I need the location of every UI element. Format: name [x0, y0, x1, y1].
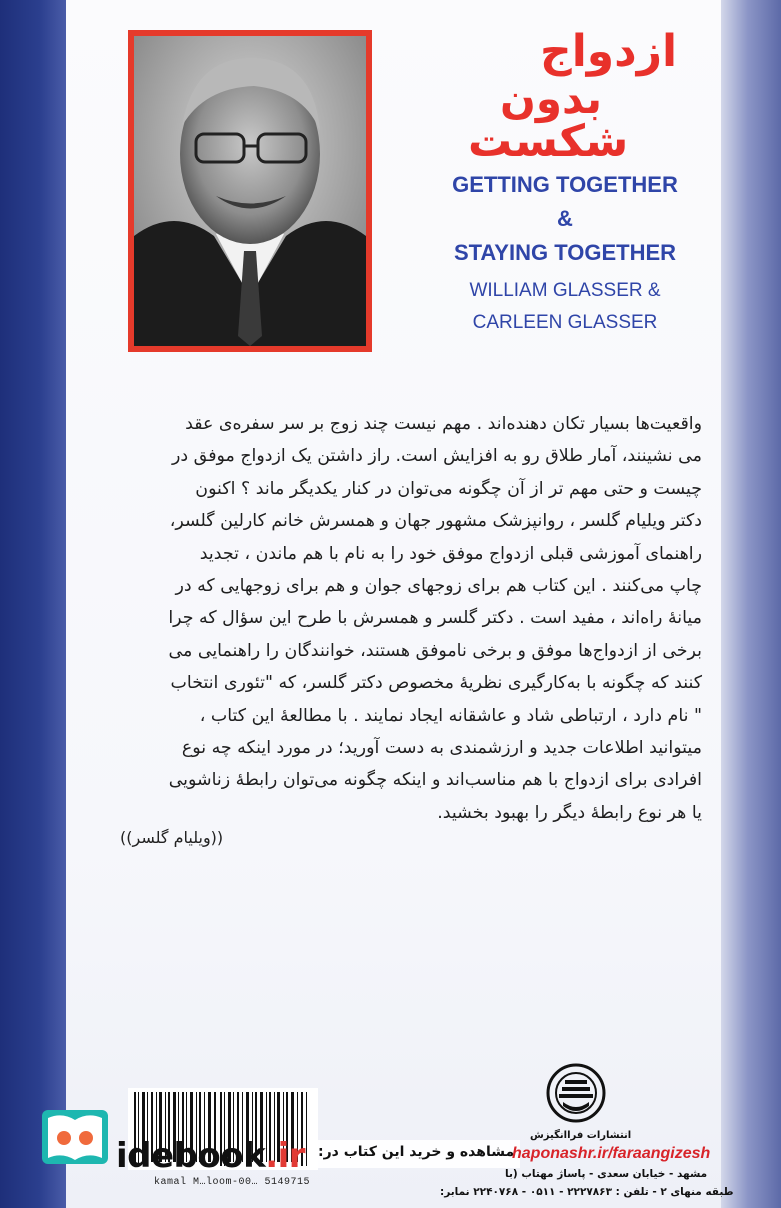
blurb-text [118, 408, 702, 829]
blurb-line: دکتر ویلیام گلسر ، روانپزشک مشهور جهان و همسرش خانم کارلین گلسر، [169, 511, 702, 532]
blurb-line: واقعیت‌ها بسیار تکان دهنده‌اند . مهم نیست چند زوج بر سر سفره‌ی عقد [185, 414, 702, 434]
title-en-line1: GETTING TOGETHER [452, 172, 678, 197]
blurb-line: " نام دارد ، ارتباطی شاد و عاشقانه ایجاد نمایند . با مطالعهٔ این کتاب ، [199, 705, 702, 726]
author-en-line2: CARLEEN GLASSER [472, 312, 658, 333]
title-en-line2: STAYING TOGETHER [453, 240, 677, 265]
watermark-url-link[interactable]: haponashr.ir/faraangizesh [512, 1145, 711, 1162]
title-fa-line1: ازدواج [540, 26, 678, 77]
left-cover-band [0, 0, 66, 1208]
author-en-line1: WILLIAM GLASSER & [469, 280, 661, 301]
signature: ((ویلیام گلسر)) [120, 828, 224, 847]
blurb-line: کنند که چگونه با به‌کارگیری نظریهٔ مخصوص دکتر گلسر، که "تئوری انتخاب [170, 673, 702, 694]
blurb-line: میتوانید اطلاعات جدید و ارزشمندی به دست آورید؛ در مورد اینکه چه نوع [181, 738, 702, 759]
book-logo-icon [40, 1102, 110, 1172]
publisher-logo-icon [545, 1060, 607, 1130]
title-fa-line2: بدون [500, 74, 602, 123]
blurb-line: میانهٔ راه‌اند ، مفید است . دکتر گلسر و همسرش با طرح این سؤال که چرا [168, 608, 702, 629]
author-photo [134, 36, 366, 346]
blurb-line: چیست و حتی مهم تر از آن چگونه می‌توان در کنار یکدیگر ماند ؟ اکنون [195, 478, 702, 499]
barcode-number: kamal M…loom-00… 5149715 [154, 1177, 311, 1188]
blurb-line: برخی از ازدواج‌ها موفق و برخی ناموفق هستند، خوانندگان را راهنمایی می [168, 640, 702, 661]
author-photo-frame [128, 30, 372, 352]
watermark-brand[interactable] [116, 1136, 305, 1176]
blurb-line: می نشینند، آمار طلاق رو به افزایش است. راز داشتن یک ازدواج موفق در [172, 446, 702, 467]
publisher-address-line1: مشهد - خیابان سعدی - پاساژ مهتاب (با [505, 1168, 708, 1180]
watermark-brand-tld: .ir [265, 1136, 306, 1176]
publisher-name: انتشارات فراانگیزش [530, 1130, 632, 1141]
watermark-brand-main: idebook [116, 1136, 266, 1176]
title-en-amp: & [557, 206, 573, 231]
blurb-line: چاپ می‌کنند . این کتاب هم برای زوجهای جوان و هم برای زوجهایی که در [175, 576, 702, 597]
watermark-cta: مشاهده و خرید این کتاب در: [318, 1144, 515, 1160]
publisher-address-line2: طبقه منهای ۲ - تلفن : ۲۲۲۷۸۶۳ - ۰۵۱۱ - ۲۲۴۰۷۶۸ نمابر: [440, 1186, 734, 1198]
blurb-line: افرادی برای ازدواج با هم مناسب‌اند و اینکه چگونه می‌توان رابطهٔ زناشویی [168, 770, 702, 791]
title-fa-line3: شکست [468, 116, 629, 167]
blurb-line: راهنمای آموزشی قبلی ازدواج موفق خود را به نام با هم ماندن ، تجدید [199, 543, 702, 564]
blurb-line: یا هر نوع رابطهٔ دیگر را بهبود بخشید. [437, 802, 702, 823]
